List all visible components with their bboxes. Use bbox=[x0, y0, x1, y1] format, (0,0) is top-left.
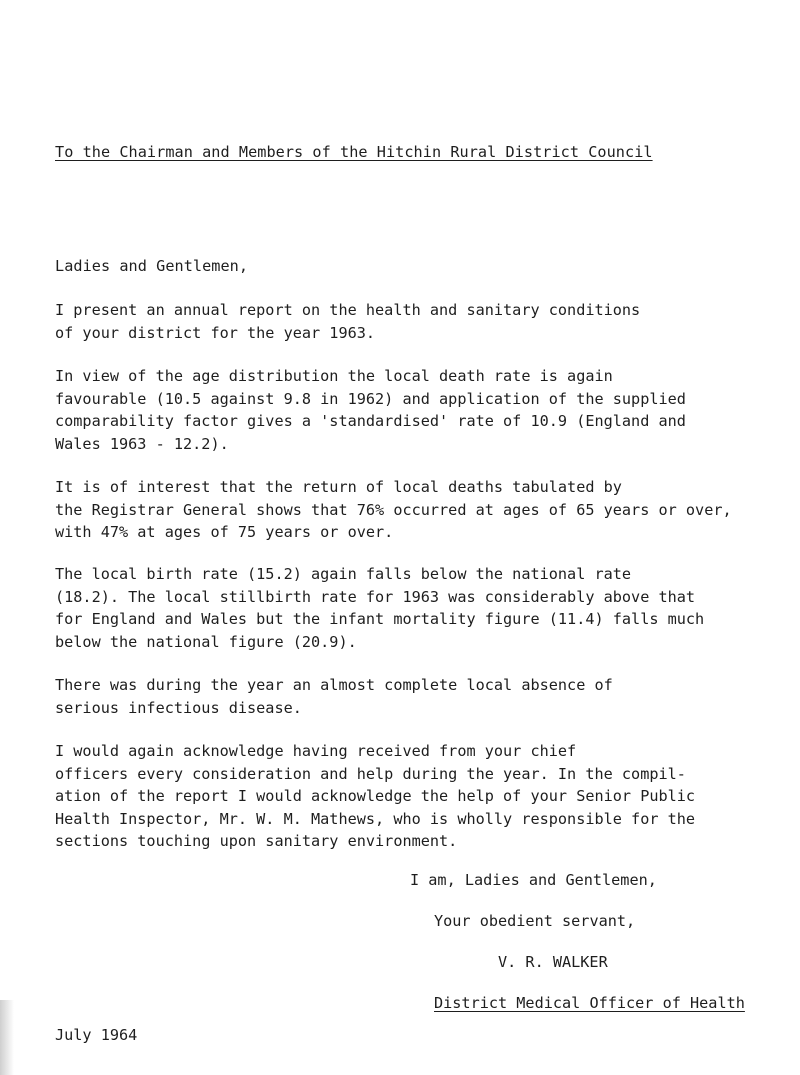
scan-edge-shadow bbox=[0, 1000, 14, 1075]
sign-off: Your obedient servant, bbox=[434, 912, 636, 930]
paragraph-infectious-disease: There was during the year an almost complete local absence of serious infectious disease. bbox=[55, 676, 613, 717]
salutation: Ladies and Gentlemen, bbox=[55, 257, 249, 275]
signatory-title: District Medical Officer of Health bbox=[434, 994, 745, 1012]
letter-date: July 1964 bbox=[55, 1026, 138, 1044]
paragraph-birth-rate: The local birth rate (15.2) again falls below the national rate (18.2). The local stillbirth rate for 1963 was considerably above that for England and Wales but the infant mortality figure (11.4) falls much below the national figure (20.9). bbox=[55, 565, 705, 651]
paragraph-intro: I present an annual report on the health and sanitary conditions of your district for the year 1963. bbox=[55, 301, 641, 342]
signatory-name: V. R. WALKER bbox=[498, 953, 608, 971]
closing-line: I am, Ladies and Gentlemen, bbox=[410, 871, 657, 889]
paragraph-deaths-by-age: It is of interest that the return of local deaths tabulated by the Registrar General shows that 76% occurred at ages of 65 years or over, with 47% at ages of 75 years or over. bbox=[55, 478, 732, 541]
letter-heading: To the Chairman and Members of the Hitchin Rural District Council bbox=[55, 143, 653, 161]
paragraph-acknowledgement: I would again acknowledge having received from your chief officers every consideration and help during the year. In the compil- ation of the report I would acknowledge the help of your Senior Public Health Inspector, Mr. W. M. Mathews, who is wholly responsible for the sections touching upon sanitary environment. bbox=[55, 742, 696, 850]
paragraph-death-rate: In view of the age distribution the local death rate is again favourable (10.5 against 9.8 in 1962) and application of the supplied comparability factor gives a 'standardised' rate of 10.9 (England and Wales 1963 - 12.2). bbox=[55, 367, 686, 453]
